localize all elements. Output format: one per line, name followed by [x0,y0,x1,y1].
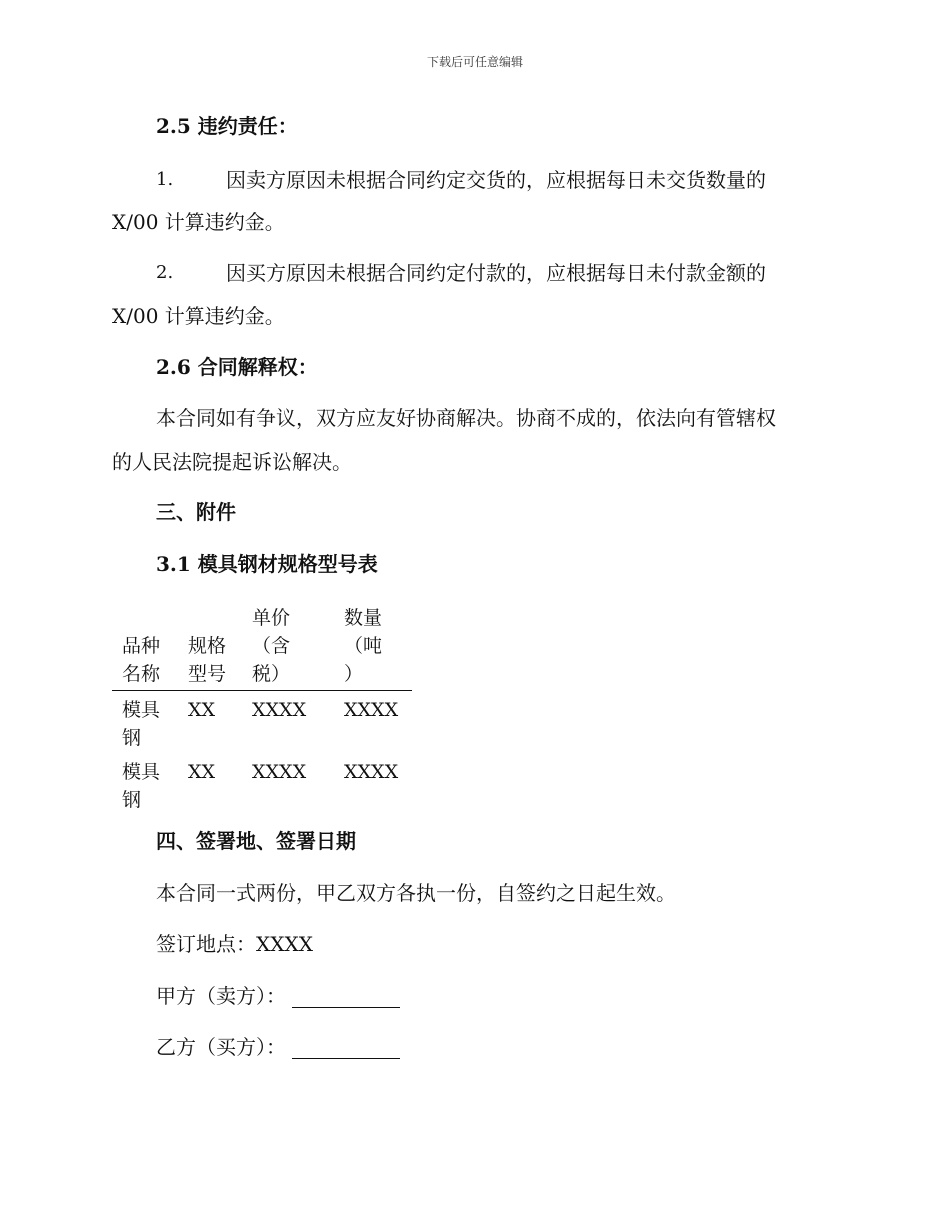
item-2-line1: 因买方原因未根据合同约定付款的，应根据每日未付款金额的 [226,261,766,285]
table-cell: XX [188,699,216,721]
section-3-1-heading: 3.1 模具钢材规格型号表 [156,552,378,576]
table-header-rule [112,690,412,691]
table-cell: 模具 钢 [122,761,161,811]
section-2-5-heading: 2.5 违约责任： [156,114,298,138]
table-cell: XXXX [252,699,307,721]
item-2-line2: X/00 计算违约金。 [112,304,285,328]
item-1-line2: X/00 计算违约金。 [112,210,285,234]
item-2-number: 2. [156,262,174,283]
table-cell: XXXX [344,699,399,721]
item-1-number: 1. [156,169,174,190]
section-2-6-line2: 的人民法院提起诉讼解决。 [112,450,352,474]
section-3-heading: 三、附件 [156,500,236,524]
table-cell: XXXX [344,761,399,783]
item-1-line1: 因卖方原因未根据合同约定交货的，应根据每日未交货数量的 [226,168,766,192]
page-header: 下载后可任意编辑 [426,55,523,69]
party-b-signature-line [292,1038,400,1059]
table-header-cell: 规格 型号 [188,635,227,685]
signing-place: 签订地点：XXXX [156,932,313,956]
section-2-6-line1: 本合同如有争议，双方应友好协商解决。协商不成的，依法向有管辖权 [156,406,776,430]
section-4-line1: 本合同一式两份，甲乙双方各执一份，自签约之日起生效。 [156,881,676,905]
section-2-6-heading: 2.6 合同解释权： [156,355,318,379]
party-a-signature-line [292,987,400,1008]
table-header-cell: 单价 （含 税） [252,607,291,685]
table-cell: 模具 钢 [122,699,161,749]
party-a-label: 甲方（卖方）： [156,984,286,1008]
section-4-heading: 四、签署地、签署日期 [156,829,356,853]
party-a-row [156,984,400,1008]
table-cell: XX [188,761,216,783]
party-b-row [156,1035,400,1059]
table-header-cell: 品种 名称 [122,635,161,685]
table-header-cell: 数量 （吨 ） [344,607,383,685]
table-cell: XXXX [252,761,307,783]
party-b-label: 乙方（买方）： [156,1035,286,1059]
